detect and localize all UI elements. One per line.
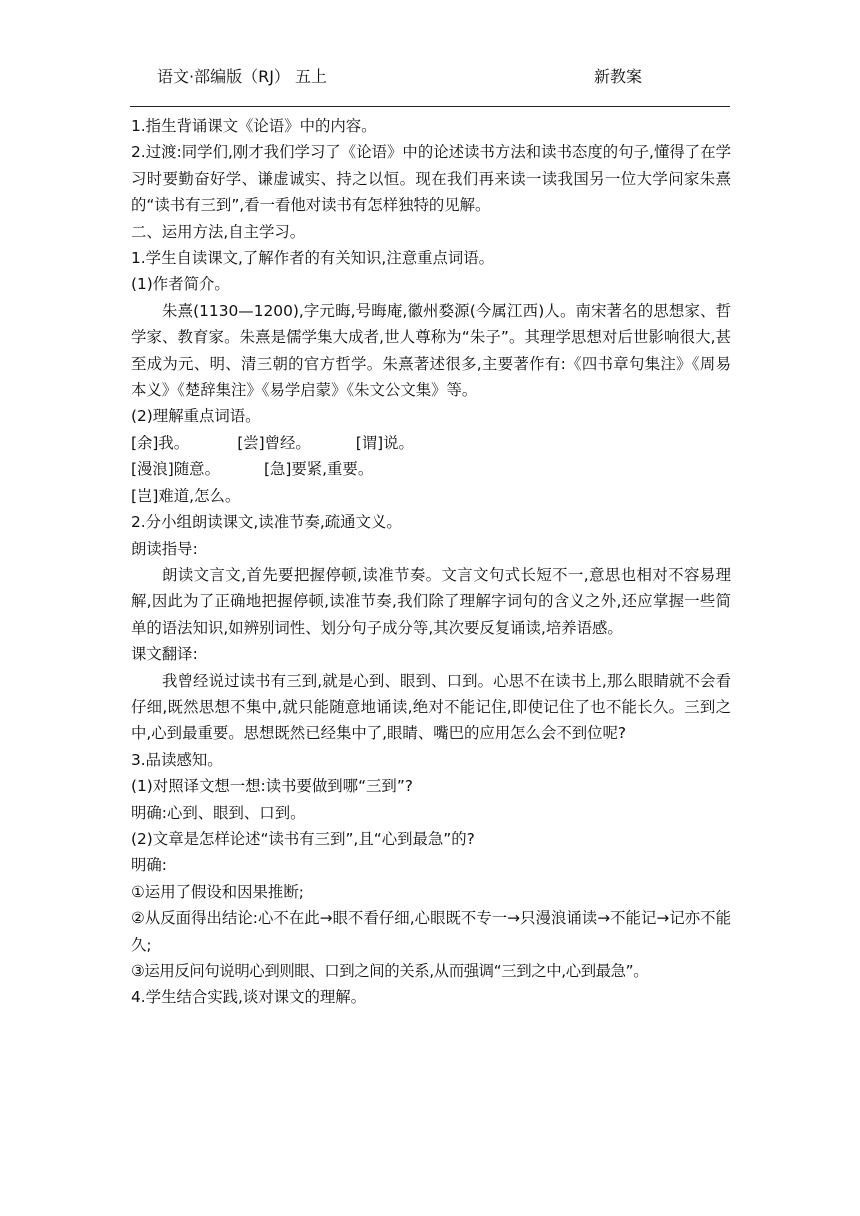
keyword-row-2 [131,456,731,482]
answer-2-label: 明确: [131,856,167,875]
header-title: 新教案 [594,67,643,86]
paragraph-reading-guide: 朗读文言文,首先要把握停顿,读准节奏。文言文句式长短不一,意思也相对不容易理解,因此为了正确地把握停顿,读准节奏,我们除了理解字词句的含义之外,还应掌握一些简单的语法知识,如辨别词性、划分句子成分等,其次要反复诵读,培养语感。 [131,565,731,637]
keyword-row-1 [131,430,731,456]
header-rule [130,106,730,107]
label-translation: 课文翻译: [131,645,198,664]
header-subject: 语文·部编版（RJ） 五上 [157,67,328,86]
step-group-read: 2.分小组朗读课文,读准节奏,疏通文义。 [131,513,402,532]
paragraph-author-intro: 朱熹(1130—1200),字元晦,号晦庵,徽州婺源(今属江西)人。南宋著名的思想家、哲学家、教育家。朱熹是儒学集大成者,世人尊称为“朱子”。其理学思想对后世影响很大,甚至成为元、明、清三朝的官方哲学。朱熹著述很多,主要著作有:《四书章句集注》《周易本义》《楚辞集注》《易学启蒙》《朱文公文集》等。 [131,301,731,400]
paragraph-recite: 1.指生背诵课文《论语》中的内容。 [131,117,377,135]
subheading-author: (1)作者简介。 [131,275,230,294]
keyword-wei: [谓]说。 [355,433,414,452]
keyword-qi: [岂]难道,怎么。 [131,486,241,505]
answer-2-point-2: ②从反面得出结论:心不在此→眼不看仔细,心眼既不专一→只漫浪诵读→不能记→记亦不能久; [131,909,731,954]
keyword-yu: [余]我。 [131,433,190,452]
lesson-body [131,113,731,1011]
step-practice: 4.学生结合实践,谈对课文的理解。 [131,988,367,1007]
keyword-manlang: [漫浪]随意。 [131,460,220,479]
answer-2-point-3: ③运用反问句说明心到则眼、口到之间的关系,从而强调“三到之中,心到最急”。 [131,962,649,980]
paragraph-transition: 2.过渡:同学们,刚才我们学习了《论语》中的论述读书方法和读书态度的句子,懂得了在学习时要勤奋好学、谦虚诚实、持之以恒。现在我们再来读一读我国另一位大学问家朱熹的“读书有三到”,看一看他对读书有怎样独特的见解。 [131,143,731,215]
label-reading-guide: 朗读指导: [131,539,198,558]
answer-2-point-1: ①运用了假设和因果推断; [131,882,304,901]
answer-1: 明确:心到、眼到、口到。 [131,803,306,822]
step-self-read: 1.学生自读课文,了解作者的有关知识,注意重点词语。 [131,249,495,268]
page-header [0,64,860,92]
keyword-chang: [尝]曾经。 [237,433,311,452]
keyword-ji: [急]要紧,重要。 [263,460,374,479]
paragraph-translation: 我曾经说过读书有三到,就是心到、眼到、口到。心思不在读书上,那么眼睛就不会看仔细,既然思想不集中,就只能随意地诵读,绝对不能记住,即使记住了也不能长久。三到之中,心到最重要。思想既然已经集中了,眼睛、嘴巴的应用怎么会不到位呢? [131,671,731,743]
section-heading-2: 二、运用方法,自主学习。 [131,222,306,241]
question-2: (2)文章是怎样论述“读书有三到”,且“心到最急”的? [131,829,475,848]
question-1: (1)对照译文想一想:读书要做到哪“三到”? [131,777,413,796]
step-appreciate: 3.品读感知。 [131,750,223,769]
subheading-keywords: (2)理解重点词语。 [131,407,261,426]
